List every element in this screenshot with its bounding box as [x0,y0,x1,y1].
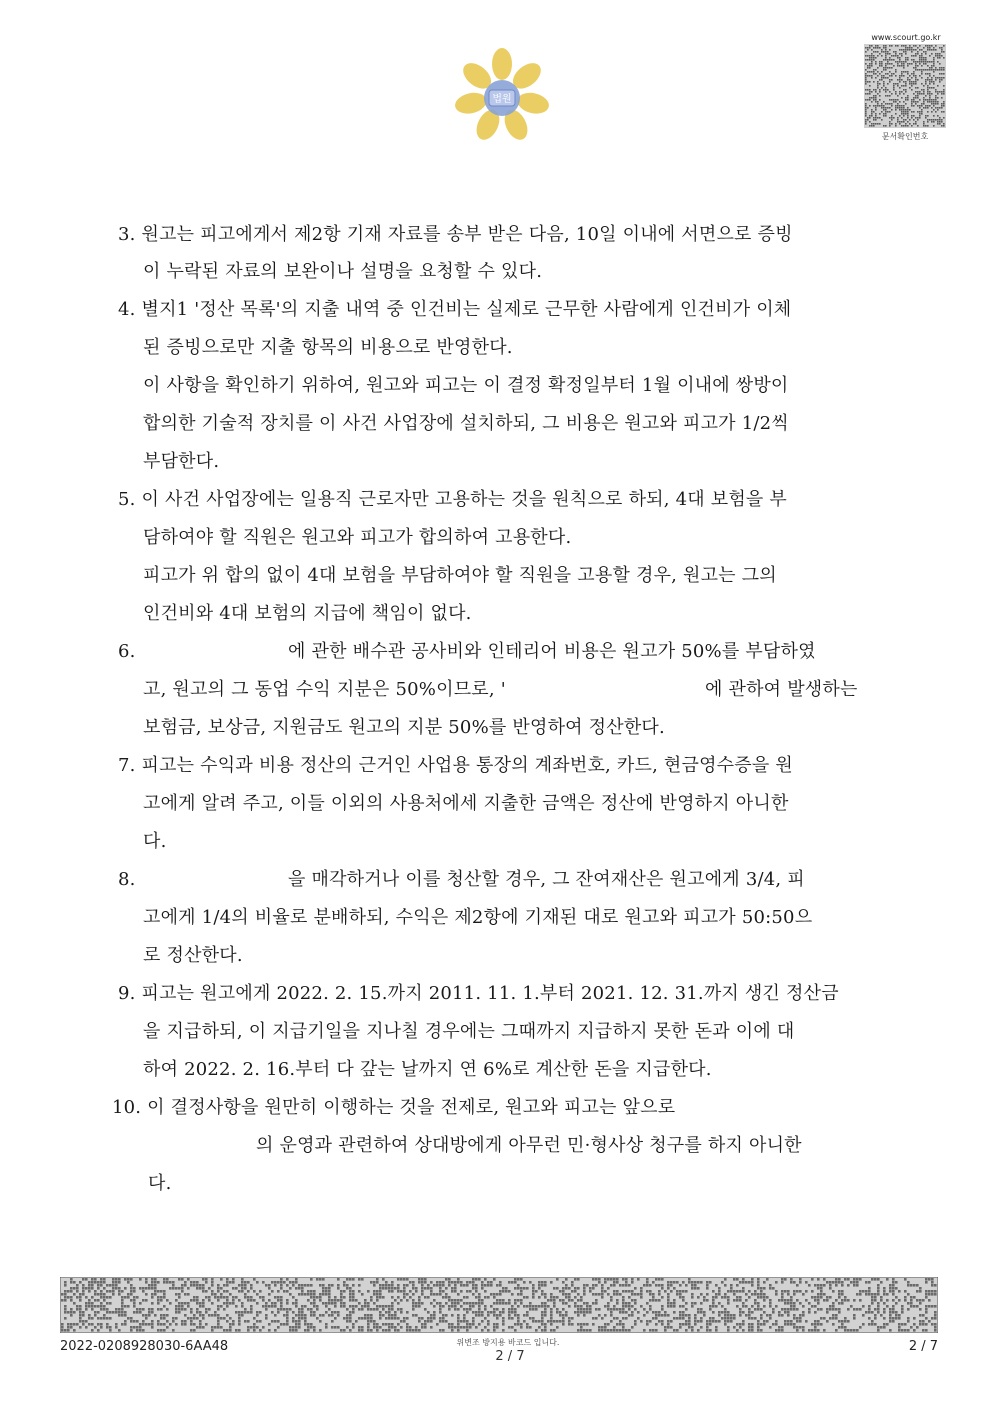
text-line: 부담한다. [143,451,220,472]
text-line: 이 사항을 확인하기 위하여, 원고와 피고는 이 결정 확정일부터 1월 이내에 쌍방이 [143,375,789,396]
barcode-note: 위변조 방지용 바코드 입니다. [456,1338,560,1347]
page-number-center: 2 / 7 [495,1349,525,1364]
text-line: 인건비와 4대 보험의 지급에 책임이 없다. [143,603,472,624]
document-id: 2022-0208928030-6AA48 [60,1339,229,1354]
text-line: 에 관한 배수관 공사비와 인테리어 비용은 원고가 50%를 부담하였 [288,641,816,662]
text-line: 다. [148,1173,172,1194]
item-number: 6. [118,641,136,662]
text-line: 다. [143,831,167,852]
text-line: 고, 원고의 그 동업 수익 지분은 50%이므로, ' [143,679,506,700]
text-line: 10. 이 결정사항을 원만히 이행하는 것을 전제로, 원고와 피고는 앞으로 [112,1097,676,1118]
text-line: 로 정산한다. [143,945,243,966]
text-line: 을 매각하거나 이를 청산할 경우, 그 잔여재산은 원고에게 3/4, 피 [288,869,805,890]
text-line: 된 증빙으로만 지출 항목의 비용으로 반영한다. [143,337,513,358]
text-line: 7. 피고는 수익과 비용 정산의 근거인 사업용 통장의 계좌번호, 카드, 현금영수증을 원 [118,755,793,776]
text-line: 하여 2022. 2. 16.부터 다 갚는 날까지 연 6%로 계산한 돈을 지급한다. [143,1059,712,1080]
qr-code [864,44,946,128]
text-line: 에 관하여 발생하는 [705,679,858,700]
qr-url: www.scourt.go.kr [871,33,941,42]
text-line: 고에게 1/4의 비율로 분배하되, 수익은 제2항에 기재된 대로 원고와 피고가 50:50으 [143,907,813,928]
text-line: 3. 원고는 피고에게서 제2항 기재 자료를 송부 받은 다음, 10일 이내에 서면으로 증빙 [118,224,793,245]
text-line: 고에게 알려 주고, 이들 이외의 사용처에세 지출한 금액은 정산에 반영하지 아니한 [143,793,789,814]
text-line: 9. 피고는 원고에게 2022. 2. 15.까지 2011. 11. 1.부터 2021. 12. 31.까지 생긴 정산금 [118,983,839,1004]
page-number-right: 2 / 7 [908,1339,938,1354]
court-seal-logo [452,46,552,146]
text-line: 5. 이 사건 사업장에는 일용직 근로자만 고용하는 것을 원칙으로 하되, 4대 보험을 부 [118,489,788,510]
text-line: 의 운영과 관련하여 상대방에게 아무런 민·형사상 청구를 하지 아니한 [256,1135,802,1156]
text-line: 합의한 기술적 장치를 이 사건 사업장에 설치하되, 그 비용은 원고와 피고가 1/2씩 [143,413,789,434]
qr-caption: 문서확인번호 [881,132,929,141]
text-line: 보험금, 보상금, 지원금도 원고의 지분 50%를 반영하여 정산한다. [143,717,665,738]
text-line: 담하여야 할 직원은 원고와 피고가 합의하여 고용한다. [143,527,572,548]
anti-forgery-barcode [60,1277,938,1333]
item-number: 8. [118,869,136,890]
text-line: 이 누락된 자료의 보완이나 설명을 요청할 수 있다. [143,261,543,282]
text-line: 4. 별지1 '정산 목록'의 지출 내역 중 인건비는 실제로 근무한 사람에게 인건비가 이체 [118,299,792,320]
text-line: 을 지급하되, 이 지급기일을 지나칠 경우에는 그때까지 지급하지 못한 돈과 이에 대 [143,1021,795,1042]
seal-text: 법원 [492,94,512,105]
text-line: 피고가 위 합의 없이 4대 보험을 부담하여야 할 직원을 고용할 경우, 원고는 그의 [143,565,777,586]
